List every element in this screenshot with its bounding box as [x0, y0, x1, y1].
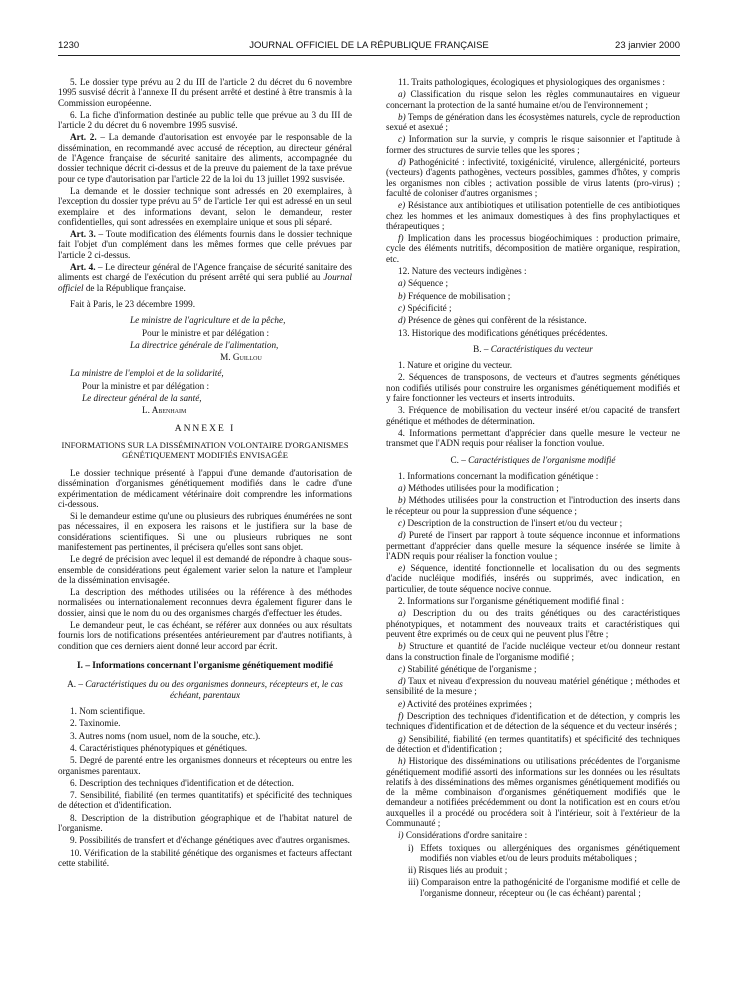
- sub-item-letter: d): [398, 676, 406, 687]
- article-label: Art. 3.: [70, 229, 96, 240]
- signatory-role: Le ministre de l'agriculture et de la pêche,: [130, 315, 286, 326]
- subsection-text: – Caractéristiques du ou des organismes donneurs, récepteurs et, le cas échéant, parentaux: [76, 679, 343, 700]
- sub-item-letter: g): [398, 733, 406, 744]
- sub-item-text: Description du ou des traits génétiques ou des caractéristiques phénotypiques, et notamment des nouveaux traits et caractéristiques qui peuvent être exprimés ou de ceux qui ne peuvent plus l'être ;: [386, 608, 680, 639]
- sub-item: [386, 711, 680, 732]
- signatory-role: La ministre de l'emploi et de la solidarité,: [70, 368, 224, 379]
- paragraph: Si le demandeur estime qu'une ou plusieurs des rubriques énumérées ne sont pas nécessaires, il en exposera les raisons et le justifiera sur la base de considérations scientifiques. Si une ou plusieurs rubriques ne sont manifestement pas pertinentes, il précisera qu'elles sont sans objet.: [58, 511, 352, 552]
- sub-item: [386, 676, 680, 697]
- subsection-title-b: [386, 344, 680, 354]
- sub-item-letter: f): [398, 233, 404, 244]
- article-text: de la République française.: [83, 282, 186, 293]
- sub-item-text: Méthodes utilisées pour la modification ;: [405, 483, 559, 494]
- paragraph: La description des méthodes utilisées ou la référence à des méthodes normalisées ou internationalement reconnues devra également figurer dans le dossier, ainsi que le nom du ou des organismes chargés d'effectuer les études.: [58, 587, 352, 618]
- left-column: [58, 77, 352, 870]
- sub-item: [386, 89, 680, 110]
- list-item: 1. Informations concernant la modification génétique :: [398, 470, 599, 481]
- sub-item-letter: i): [398, 830, 404, 841]
- sub-item-letter: a): [398, 483, 406, 494]
- sub-item: [386, 830, 680, 840]
- signatory-director: La directrice générale de l'alimentation,: [130, 339, 279, 350]
- article-label: Art. 4.: [70, 262, 96, 273]
- signature-block-1: [58, 315, 352, 362]
- article-3: [58, 229, 352, 260]
- subsection-text: – Caractéristiques de l'organisme modifié: [458, 454, 616, 465]
- sub-item-letter: c): [398, 663, 406, 674]
- sub-item: [386, 756, 680, 828]
- sub-item: [386, 530, 680, 561]
- list-item: 3. Autres noms (nom usuel, nom de la souche, etc.).: [70, 730, 261, 741]
- sub-item: [386, 157, 680, 198]
- list-item: 10. Vérification de la stabilité génétique des organismes et facteurs affectant cette stabilité.: [58, 847, 352, 868]
- sub-item-letter: a): [398, 89, 406, 100]
- signatory-name: M. Guillou: [220, 352, 262, 363]
- article-text: – La demande d'autorisation est envoyée par le responsable de la dissémination, en recommandé avec accusé de réception, au directeur général de l'Agence française de sécurité sanitaire des aliments, accompagnée du dossier technique décrit ci-dessus et de la preuve du paiement de la taxe prévue pour ce type d'autorisation par l'article 22 de la loi du 13 juillet 1992 susvisée.: [58, 132, 352, 184]
- list-item: 2. Taxinomie.: [70, 718, 121, 729]
- paragraph: Le demandeur peut, le cas échéant, se référer aux données ou aux résultats fournis lors de notifications présentées antérieurement par d'autres notifiants, à condition que ces derniers aient donné leur accord par écrit.: [58, 620, 352, 651]
- sub-item-letter: h): [398, 756, 406, 767]
- sub-item: [386, 483, 680, 493]
- sub-item: [386, 608, 680, 639]
- sub-item-letter: a): [398, 278, 406, 289]
- page-number: 1230: [58, 40, 80, 51]
- header-rule: [58, 55, 680, 56]
- subsection-title-a: [58, 679, 352, 700]
- list-item: 4. Informations permettant d'apprécier dans quelle mesure le vecteur ne transmet que l'ADN requis pour réaliser la fonction voulue.: [386, 427, 680, 449]
- paragraph: Le degré de précision avec lequel il est demandé de répondre à chaque sous-ensemble de considérations peut également varier selon la nature et l'ampleur de la dissémination envisagée.: [58, 554, 352, 585]
- sub-item-text: Sensibilité, fiabilité (en termes quantitatifs) et spécificité des techniques de détection et d'identification ;: [386, 733, 680, 754]
- sub-item-letter: b): [398, 290, 406, 301]
- list-item: 8. Description de la distribution géographique et de l'habitat naturel de l'organisme.: [58, 812, 352, 834]
- subsection-letter: B.: [473, 343, 482, 354]
- delegation-line: Pour la ministre et par délégation :: [82, 380, 210, 391]
- sub-item: [386, 563, 680, 594]
- article-4: [58, 262, 352, 293]
- list-item: 7. Sensibilité, fiabilité (en termes quantitatifs) et spécificité des techniques de détection et d'identification.: [58, 790, 352, 811]
- annexe-subtitle: INFORMATIONS SUR LA DISSÉMINATION VOLONTAIRE D'ORGANISMES GÉNÉTIQUEMENT MODIFIÉS ENVISAGÉE: [61, 439, 349, 460]
- sub-item-text: Méthodes utilisées pour la construction et l'introduction des inserts dans le récepteur ou pour la suppression d'une séquence ;: [386, 495, 680, 516]
- sub-item-text: Historique des disséminations ou utilisations précédentes de l'organisme génétiquement modifié assorti des informations sur les données ou les résultats relatifs à des disséminations des mêmes organismes génétiquement modifiés ou de la même combinaison d'organismes génétiquement modifiés que le demandeur a notifiées précédemment ou dont la notification est en cours et/ou auxquelles il a procédé ou procédera soit à l'intérieur, soit à l'extérieur de la Communauté ;: [386, 756, 680, 828]
- sub-sub-item: ii) Risques liés au produit ;: [408, 865, 508, 876]
- sub-item-letter: f): [398, 711, 404, 722]
- list-item: 11. Traits pathologiques, écologiques et physiologiques des organismes :: [398, 77, 665, 87]
- sub-item-text: Pathogénicité : infectivité, toxigénicité, virulence, allergénicité, porteurs (vecteurs) d'agents pathogènes, vecteurs possibles, gammes d'hôtes, y compris les organismes non cibles ; activation possible de virus latents (pro-virus) ; faculté de coloniser d'autres organismes ;: [386, 157, 680, 198]
- sub-item-letter: e): [398, 200, 406, 211]
- sub-item-text: Résistance aux antibiotiques et utilisation potentielle de ces antibiotiques chez les hommes et les animaux domestiques à des fins prophylactiques et thérapeutiques ;: [386, 200, 680, 231]
- sub-item: [386, 233, 680, 264]
- signatory-name: L. Abenhaim: [142, 405, 187, 416]
- subsection-text: – Caractéristiques du vecteur: [481, 343, 593, 354]
- sub-sub-item: i) Effets toxiques ou allergéniques des organismes génétiquement modifiés non viables et/ou de leurs produits métaboliques ;: [408, 842, 680, 863]
- paragraph: 5. Le dossier type prévu au 2 du III de l'article 2 du décret du 6 novembre 1995 susvisé décrit à l'annexe II du présent arrêté et destiné à être transmis à la Commission européenne.: [58, 77, 352, 108]
- sub-item-text: Description des techniques d'identification et de détection, y compris les techniques d'identification et de détection de la séquence et du vecteur insérés ;: [386, 711, 680, 732]
- list-item: 2. Informations sur l'organisme génétiquement modifié final :: [398, 596, 625, 607]
- sub-item: [386, 315, 680, 325]
- journal-reference: Journal officiel: [58, 272, 352, 293]
- issue-date: 23 janvier 2000: [615, 40, 680, 51]
- sub-item: [386, 734, 680, 755]
- list-item: 3. Fréquence de mobilisation du vecteur inséré et/ou capacité de transfert génétique et méthodes de détermination.: [386, 405, 680, 426]
- sub-item-text: Structure et quantité de l'acide nucléique vecteur et/ou donneur restant dans la construction finale de l'organisme modifié ;: [386, 641, 680, 662]
- sub-item: [386, 303, 680, 313]
- annexe-title: ANNEXE I: [174, 423, 236, 434]
- article-label: Art. 2.: [70, 132, 97, 143]
- sub-item-text: Temps de génération dans les écosystèmes naturels, cycle de reproduction sexué et asexué ;: [386, 111, 680, 133]
- sub-item: [386, 518, 680, 528]
- sub-item: [386, 664, 680, 674]
- sub-item-text: Séquence ;: [405, 278, 449, 289]
- subsection-letter: A.: [67, 679, 77, 690]
- section-title: I. – Informations concernant l'organisme génétiquement modifié: [77, 660, 333, 671]
- sub-item-letter: b): [398, 111, 406, 122]
- sub-sub-item: iii) Comparaison entre la pathogénicité de l'organisme modifié et celle de l'organisme donneur, récepteur ou (le cas échéant) parental ;: [408, 877, 680, 898]
- sub-item-text: Description de la construction de l'insert et/ou du vecteur ;: [405, 517, 623, 528]
- sub-item: [386, 112, 680, 133]
- sub-item-text: Pureté de l'insert par rapport à toute séquence inconnue et informations permettant d'apprécier dans quelle mesure la séquence insérée se limite à l'ADN requis pour réaliser la fonction voulue ;: [386, 530, 680, 561]
- sub-item-letter: c): [398, 302, 406, 313]
- list-item: 2. Séquences de transposons, de vecteurs et d'autres segments génétiques non codifiés utilisés pour construire les organismes génétiquement modifiés et y faire fonctionner les vecteurs et inserts introduits.: [386, 372, 680, 404]
- sub-item-letter: c): [398, 517, 406, 528]
- sub-item-text: Classification du risque selon les règles communautaires en vigueur concernant la protection de la santé humaine et/ou de l'environnement ;: [386, 89, 680, 110]
- paragraph: La demande et le dossier technique sont adressés en 20 exemplaires, à l'exception du dossier type prévu au 5° de l'article 1er qui est adressé en un seul exemplaire et des informations devant, selon le demandeur, rester confidentielles, qui sont adressées en exemplaire unique et sous pli séparé.: [58, 185, 352, 227]
- sub-item-letter: a): [398, 608, 406, 619]
- right-column: [386, 77, 680, 900]
- sub-item-text: Présence de gènes qui confèrent de la résistance.: [405, 315, 587, 326]
- list-item: 6. Description des techniques d'identification et de détection.: [70, 777, 294, 788]
- sub-item-letter: b): [398, 495, 406, 506]
- sub-item: [386, 200, 680, 231]
- page-header: [58, 40, 680, 54]
- sub-item-text: Implication dans les processus biogéochimiques : production primaire, cycle des éléments nutritifs, décomposition de matière organique, respiration, etc.: [386, 233, 680, 264]
- sub-item-letter: e): [398, 563, 406, 574]
- sub-item-letter: e): [398, 698, 406, 709]
- sub-item: [386, 291, 680, 301]
- subsection-title-c: [386, 455, 680, 465]
- sub-item-text: Activité des protéines exprimées ;: [405, 698, 532, 709]
- article-text: – Le directeur général de l'Agence française de sécurité sanitaire des aliments est chargé de l'exécution du présent arrêté qui sera publié au: [58, 262, 352, 283]
- signature-date: Fait à Paris, le 23 décembre 1999.: [70, 298, 196, 309]
- sub-item: [386, 495, 680, 516]
- list-item: 5. Degré de parenté entre les organismes donneurs et récepteurs ou entre les organismes parentaux.: [58, 755, 352, 776]
- sub-item-text: Considérations d'ordre sanitaire :: [403, 830, 528, 841]
- sub-item-text: Spécificité ;: [405, 302, 452, 313]
- sub-item-text: Information sur la survie, y compris le risque saisonnier et l'aptitude à former des structures de survie telles que les spores ;: [386, 134, 680, 155]
- list-item: 12. Nature des vecteurs indigènes :: [398, 266, 527, 277]
- signature-block-2: [58, 368, 352, 415]
- sub-item-text: Séquence, identité fonctionnelle et localisation du ou des segments d'acide nucléique modifiés, insérés ou supprimés, avec indication, en particulier, de toute séquence nocive connue.: [386, 563, 680, 594]
- list-item: 4. Caractéristiques phénotypiques et génétiques.: [70, 742, 248, 753]
- list-item: 1. Nature et origine du vecteur.: [398, 360, 513, 371]
- list-item: 13. Historique des modifications génétiques précédentes.: [398, 327, 608, 338]
- sub-item-text: Stabilité génétique de l'organisme ;: [405, 663, 537, 674]
- article-2: [58, 132, 352, 183]
- paragraph: 6. La fiche d'information destinée au public telle que prévue au 3 du III de l'article 2 du décret du 6 novembre 1995 susvisé.: [58, 109, 352, 131]
- sub-item: [386, 641, 680, 662]
- sub-item-letter: c): [398, 134, 406, 145]
- sub-item-letter: d): [398, 157, 406, 168]
- list-item: 1. Nom scientifique.: [70, 706, 146, 717]
- subsection-letter: C.: [450, 454, 459, 465]
- sub-item-text: Taux et niveau d'expression du nouveau matériel génétique ; méthodes et sensibilité de la mesure ;: [386, 676, 680, 697]
- journal-title: JOURNAL OFFICIEL DE LA RÉPUBLIQUE FRANÇAISE: [249, 40, 489, 51]
- sub-item-letter: d): [398, 530, 406, 541]
- delegation-line: Pour le ministre et par délégation :: [142, 327, 270, 338]
- sub-item: [386, 699, 680, 709]
- sub-item: [386, 278, 680, 288]
- paragraph: Le dossier technique présenté à l'appui d'une demande d'autorisation de dissémination d'organismes génétiquement modifiés dans le cadre d'une expérimentation de médicament vétérinaire doit comprendre les informations ci-dessous.: [58, 467, 352, 509]
- sub-item-text: Fréquence de mobilisation ;: [405, 290, 511, 301]
- signatory-director: Le directeur général de la santé,: [82, 393, 202, 404]
- sub-item-letter: d): [398, 315, 406, 326]
- article-text: – Toute modification des éléments fournis dans le dossier technique fait l'objet d'un complément dans les mêmes formes que celle prévues par l'article 2 ci-dessus.: [58, 229, 352, 260]
- sub-item: [386, 134, 680, 155]
- list-item: 9. Possibilités de transfert et d'échange génétiques avec d'autres organismes.: [70, 835, 350, 846]
- sub-item-letter: b): [398, 641, 406, 652]
